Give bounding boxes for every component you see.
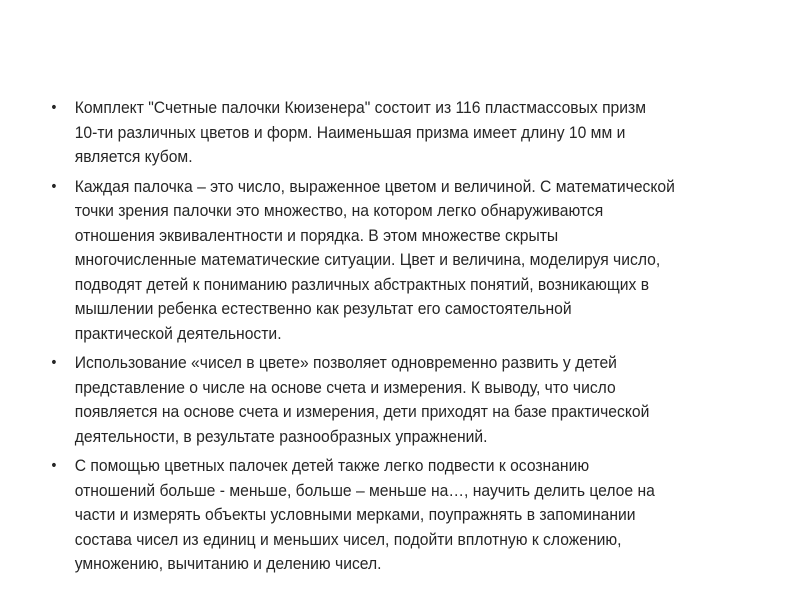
- text-line: части и измерять объекты условными мерками, поупражнять в запоминании: [74, 506, 636, 524]
- text-line: является кубом.: [74, 148, 193, 166]
- text-line: 10-ти различных цветов и форм. Наименьшая призма имеет длину 10 мм и: [74, 123, 626, 142]
- bullet-item-3: [50, 351, 764, 449]
- bullet-icon: •: [50, 355, 58, 371]
- bullet-icon: •: [50, 178, 58, 195]
- bullet-text: [75, 175, 765, 347]
- bullet-text: [75, 351, 765, 449]
- text-line: мышлении ребенка естественно как результат его самостоятельной: [74, 300, 572, 318]
- text-line: точки зрения палочки это множество, на котором легко обнаруживаются: [74, 202, 604, 220]
- bullet-icon: •: [50, 458, 58, 474]
- text-line: подводят детей к пониманию различных абстрактных понятий, возникающих в: [74, 275, 650, 294]
- text-line: Комплект "Счетные палочки Кюизенера" состоит из 116 пластмассовых призм: [74, 99, 647, 117]
- text-line: состава чисел из единиц и меньших чисел, подойти вплотную к сложению,: [74, 530, 622, 549]
- text-line: деятельности, в результате разнообразных упражнений.: [74, 427, 488, 446]
- text-line: умножению, вычитанию и делению чисел.: [74, 555, 382, 573]
- text-line: отношений больше - меньше, больше – меньше на…, научить делить целое на: [74, 481, 655, 500]
- bullet-icon: •: [50, 100, 58, 116]
- text-line: представление о числе на основе счета и измерения. К выводу, что число: [74, 378, 616, 397]
- bullet-item-1: [50, 96, 764, 170]
- text-line: многочисленные математические ситуации. Цвет и величина, моделируя число,: [74, 251, 661, 269]
- bullet-item-4: [50, 454, 764, 577]
- text-line: появляется на основе счета и измерения, дети приходят на базе практической: [74, 403, 650, 421]
- text-line: отношения эквивалентности и порядка. В этом множестве скрыты: [74, 226, 559, 245]
- text-line: Использование «чисел в цвете» позволяет одновременно развить у детей: [74, 354, 617, 372]
- bullet-item-2: [50, 175, 764, 347]
- bullet-list: [50, 96, 740, 582]
- text-line: Каждая палочка – это число, выраженное цветом и величиной. С математической: [74, 177, 675, 196]
- bullet-text: [75, 96, 765, 170]
- bullet-text: [75, 454, 765, 577]
- text-line: С помощью цветных палочек детей также легко подвести к осознанию: [74, 457, 590, 475]
- text-line: практической деятельности.: [74, 324, 282, 343]
